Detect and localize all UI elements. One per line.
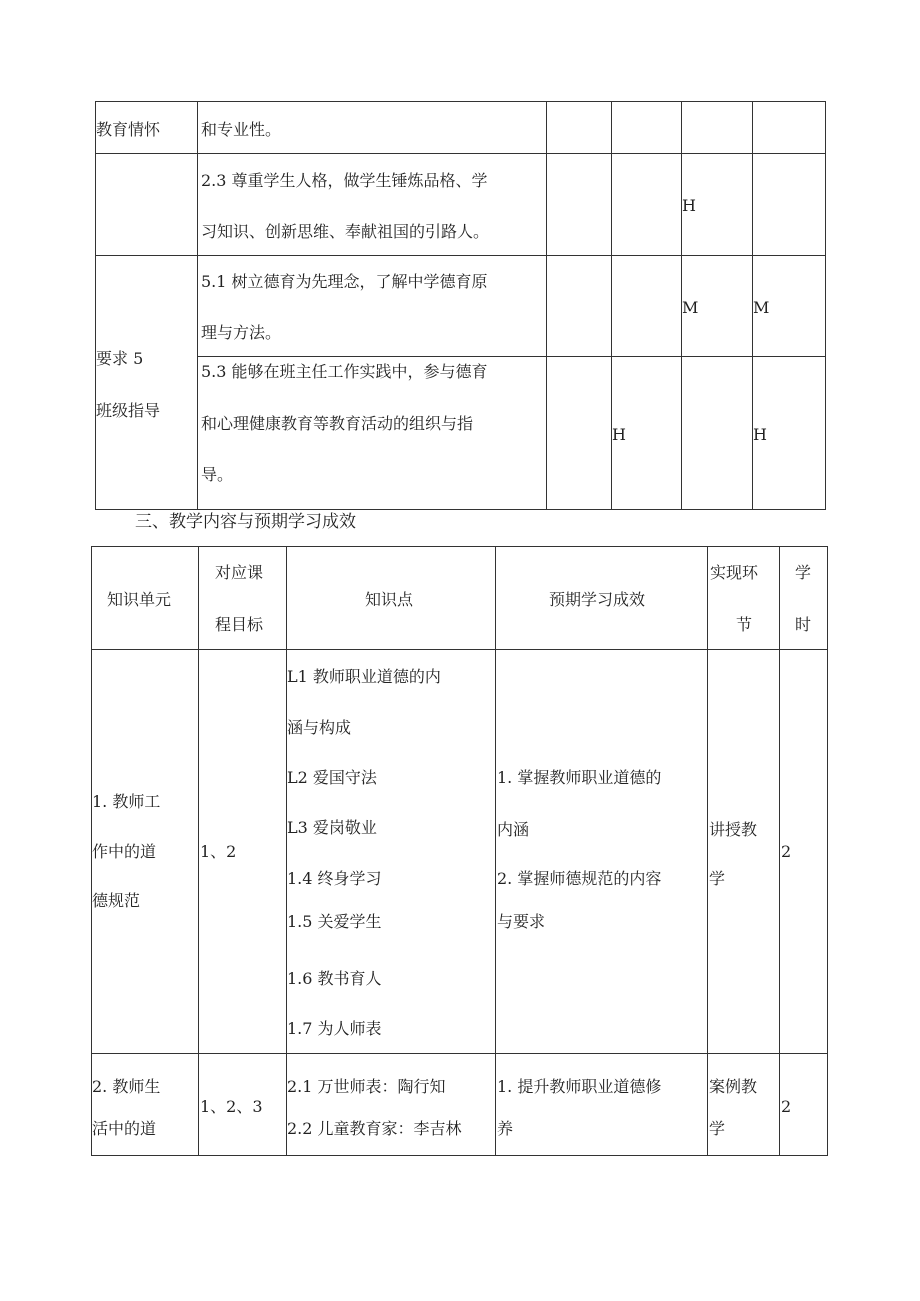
requirement-text: 和心理健康教育等教育活动的组织与指 bbox=[201, 414, 474, 433]
hours-cell: 2 bbox=[781, 1097, 792, 1116]
knowledge-point: 1.5 关爱学生 bbox=[287, 912, 382, 931]
category-cell: 要求 5 bbox=[96, 349, 144, 368]
knowledge-point: 1.6 教书育人 bbox=[287, 969, 382, 988]
method-cell: 讲授教 bbox=[709, 820, 758, 839]
support-level-mark: H bbox=[682, 196, 696, 215]
header-hours: 学 bbox=[795, 563, 812, 582]
outcome-text: 养 bbox=[497, 1119, 514, 1138]
header-hours: 时 bbox=[795, 615, 812, 634]
knowledge-point: 2.1 万世师表：陶行知 bbox=[287, 1077, 446, 1096]
header-unit: 知识单元 bbox=[107, 590, 172, 609]
category-cell: 教育情怀 bbox=[96, 120, 161, 139]
knowledge-point: L2 爱国守法 bbox=[287, 768, 377, 787]
requirement-text: 5.1 树立德育为先理念，了解中学德育原 bbox=[201, 272, 488, 291]
unit-cell: 作中的道 bbox=[92, 842, 157, 861]
method-cell: 案例教 bbox=[709, 1077, 758, 1096]
requirement-text: 导。 bbox=[201, 465, 234, 484]
support-level-mark: H bbox=[612, 425, 626, 444]
unit-cell: 德规范 bbox=[92, 891, 141, 910]
support-level-mark: M bbox=[682, 298, 699, 317]
knowledge-point: 1.7 为人师表 bbox=[287, 1019, 382, 1038]
outcome-text: 2. 掌握师德规范的内容 bbox=[497, 869, 662, 888]
header-method: 节 bbox=[736, 615, 753, 634]
header-method: 实现环 bbox=[710, 563, 759, 582]
support-level-mark: H bbox=[753, 425, 767, 444]
unit-cell: 1. 教师工 bbox=[92, 792, 161, 811]
method-cell: 学 bbox=[709, 869, 726, 888]
method-cell: 学 bbox=[709, 1119, 726, 1138]
section-heading: 三、教学内容与预期学习成效 bbox=[135, 512, 356, 532]
outcome-text: 1. 提升教师职业道德修 bbox=[497, 1077, 662, 1096]
outcome-text: 与要求 bbox=[497, 912, 546, 931]
knowledge-point: L3 爱岗敬业 bbox=[287, 818, 377, 837]
outcome-text: 内涵 bbox=[497, 820, 530, 839]
hours-cell: 2 bbox=[781, 842, 792, 861]
header-outcomes: 预期学习成效 bbox=[549, 590, 646, 609]
header-goal: 程目标 bbox=[215, 615, 264, 634]
unit-cell: 活中的道 bbox=[92, 1119, 157, 1138]
knowledge-point: 2.2 儿童教育家：李吉林 bbox=[287, 1119, 462, 1138]
knowledge-point: 1.4 终身学习 bbox=[287, 869, 382, 888]
requirement-text: 5.3 能够在班主任工作实践中，参与德育 bbox=[201, 362, 488, 381]
header-goal: 对应课 bbox=[215, 563, 264, 582]
requirement-text: 理与方法。 bbox=[201, 323, 282, 342]
outcome-text: 1. 掌握教师职业道德的 bbox=[497, 768, 662, 787]
requirement-text: 习知识、创新思维、奉献祖国的引路人。 bbox=[201, 222, 490, 241]
requirement-text: 2.3 尊重学生人格，做学生锤炼品格、学 bbox=[201, 171, 488, 190]
knowledge-point: 涵与构成 bbox=[287, 718, 352, 737]
goal-cell: 1、2、3 bbox=[200, 1097, 263, 1116]
goal-cell: 1、2 bbox=[200, 842, 237, 861]
support-level-mark: M bbox=[753, 298, 770, 317]
header-points: 知识点 bbox=[365, 590, 414, 609]
knowledge-point: L1 教师职业道德的内 bbox=[287, 667, 441, 686]
requirement-text: 和专业性。 bbox=[201, 120, 282, 139]
category-cell: 班级指导 bbox=[96, 401, 161, 420]
unit-cell: 2. 教师生 bbox=[92, 1077, 161, 1096]
